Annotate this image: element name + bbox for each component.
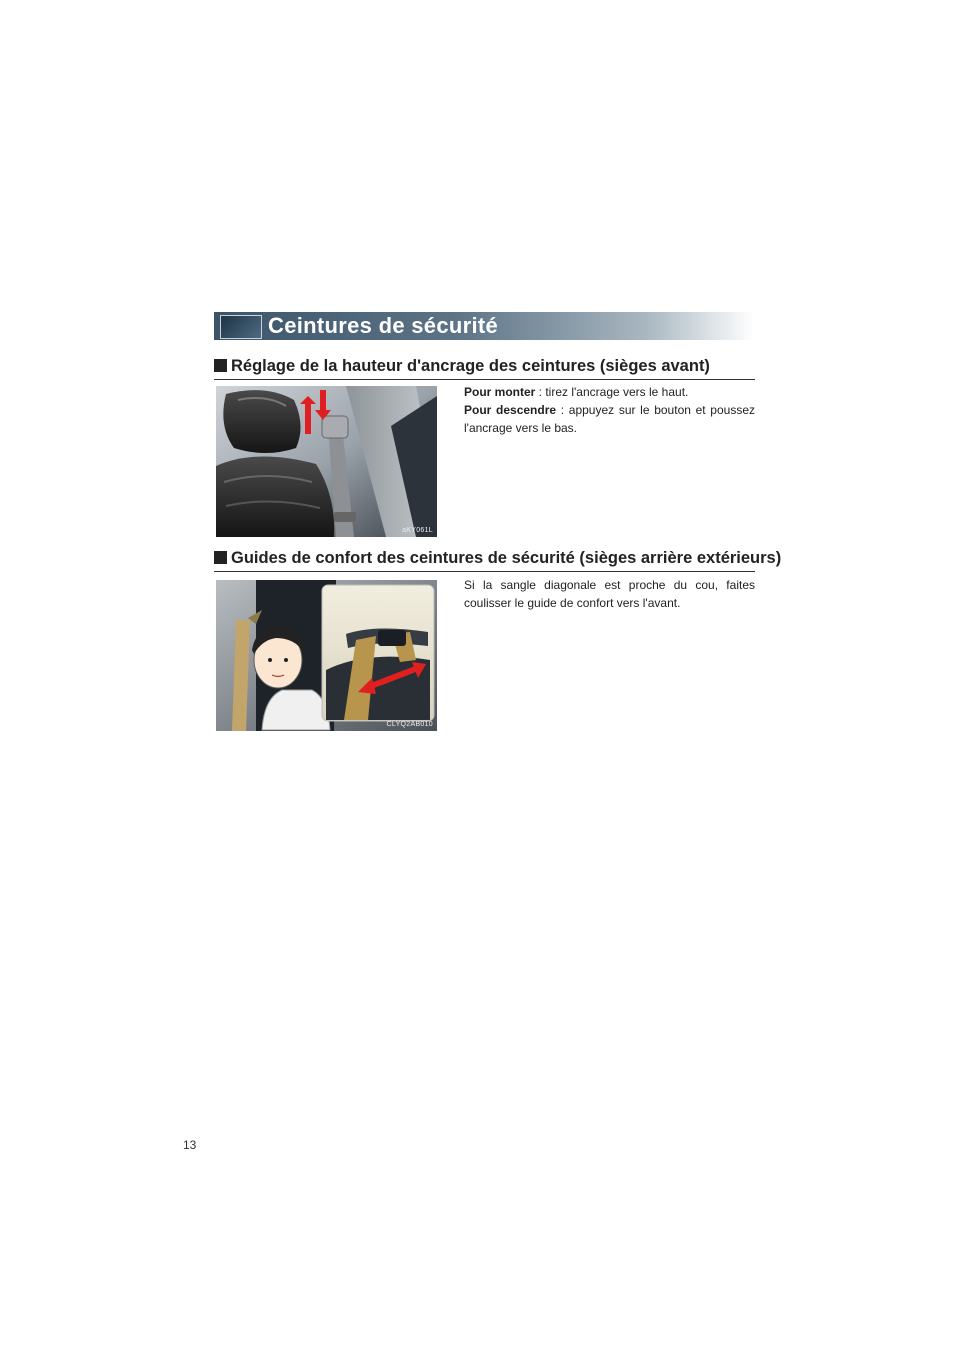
rear-seat-comfort-guide-illustration bbox=[216, 580, 437, 731]
text-comfort: Si la sangle diagonale est proche du cou, faites coulisser le guide de confort vers l'avant. bbox=[464, 578, 755, 610]
paragraph-comfort bbox=[464, 576, 755, 612]
anchor-adjust-illustration bbox=[216, 386, 437, 537]
section-2-text bbox=[464, 576, 755, 612]
title-thumbnail bbox=[220, 315, 262, 339]
image-code: CLYQ2AB010 bbox=[386, 721, 433, 728]
page-title: Ceintures de sécurité bbox=[268, 313, 499, 338]
front-seat-anchor-illustration bbox=[216, 386, 437, 537]
section-1-text bbox=[464, 383, 755, 437]
comfort-guide-illustration bbox=[216, 580, 437, 731]
text-down: : appuyez sur le bouton et poussez l'ancrage vers le bas. bbox=[464, 403, 755, 435]
paragraph-up bbox=[464, 383, 755, 401]
term-up: Pour monter bbox=[464, 385, 536, 399]
square-bullet-icon bbox=[214, 359, 227, 372]
square-bullet-icon bbox=[214, 551, 227, 564]
page-number: 13 bbox=[183, 1138, 197, 1152]
section-heading-1 bbox=[214, 355, 755, 380]
image-code: aKY061L bbox=[402, 527, 433, 534]
paragraph-down bbox=[464, 401, 755, 437]
text-up: : tirez l'ancrage vers le haut. bbox=[535, 385, 689, 399]
section-title-bar bbox=[214, 312, 754, 340]
term-down: Pour descendre bbox=[464, 403, 557, 417]
section-heading-2 bbox=[214, 547, 782, 572]
section-heading-1-text: Réglage de la hauteur d'ancrage des ceintures (sièges avant) bbox=[231, 357, 710, 375]
section-heading-2-text: Guides de confort des ceintures de sécurité (sièges arrière extérieurs) bbox=[231, 549, 782, 567]
